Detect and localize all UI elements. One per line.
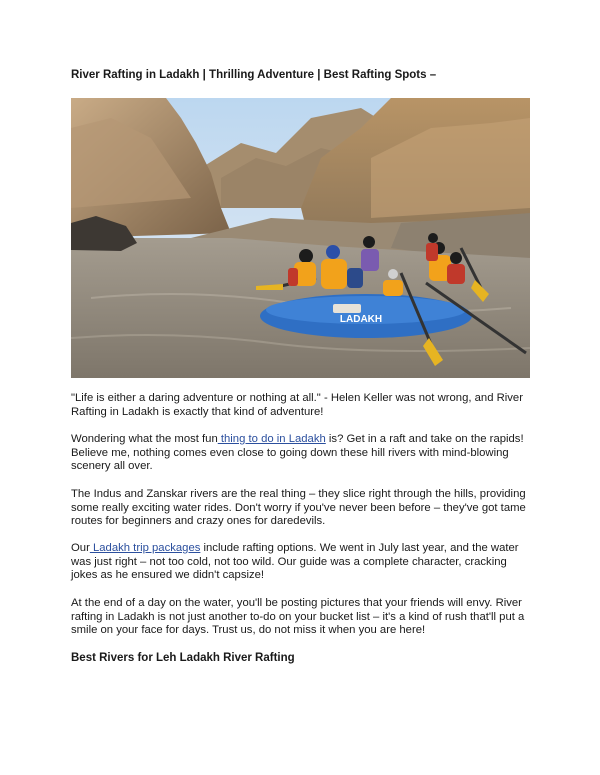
- paragraph-text: "Life is either a daring adventure or nothing at all." - Helen Keller was not wrong, and River Rafting in Ladakh is exactly that kind of adventure!: [71, 392, 523, 418]
- raft-text: LADAKH: [339, 314, 383, 325]
- paragraph-text: Wondering what the most fun: [71, 433, 218, 445]
- link-things-to-do[interactable]: thing to do in Ladakh: [217, 433, 326, 445]
- link-trip-packages[interactable]: Ladakh trip packages: [89, 542, 201, 554]
- paragraph-text: Our: [71, 542, 90, 554]
- raft: [260, 294, 472, 338]
- paragraph-text: include rafting options. We went in July last year, and the water was just right – not too cold, not too wild. Our guide was a complete character, cracking jokes as he ensured we didn't capsize!: [71, 542, 519, 582]
- paragraph-text: is? Get in a raft and take on the rapids! Believe me, nothing comes even close to going down these hill rivers with mind-blowing scenery all over.: [71, 433, 524, 473]
- paragraph-things-to-do: [71, 433, 533, 474]
- section-heading: Best Rivers for Leh Ladakh River Rafting: [71, 652, 295, 664]
- paragraph-quote: [71, 392, 533, 419]
- paragraph-text: At the end of a day on the water, you'll be posting pictures that your friends will envy. River rafting in Ladakh is not just another to-do on your bucket list – it's a kind of rush that'll put a smile on your face for days. Trust us, do not miss it when you are here!: [71, 597, 525, 637]
- rafting-illustration: [71, 98, 530, 378]
- rafting-photo: [71, 98, 530, 378]
- paragraph-closing: [71, 597, 533, 638]
- paragraph-text: The Indus and Zanskar rivers are the real thing – they slice right through the hills, providing some really exciting water rides. Don't worry if you've never been before – they've got tame routes for beginners and crazy ones for daredevils.: [71, 488, 526, 528]
- paragraph-rivers: [71, 488, 533, 529]
- page-title: River Rafting in Ladakh | Thrilling Adventure | Best Rafting Spots –: [71, 69, 437, 81]
- paragraph-trip-packages: [71, 542, 533, 583]
